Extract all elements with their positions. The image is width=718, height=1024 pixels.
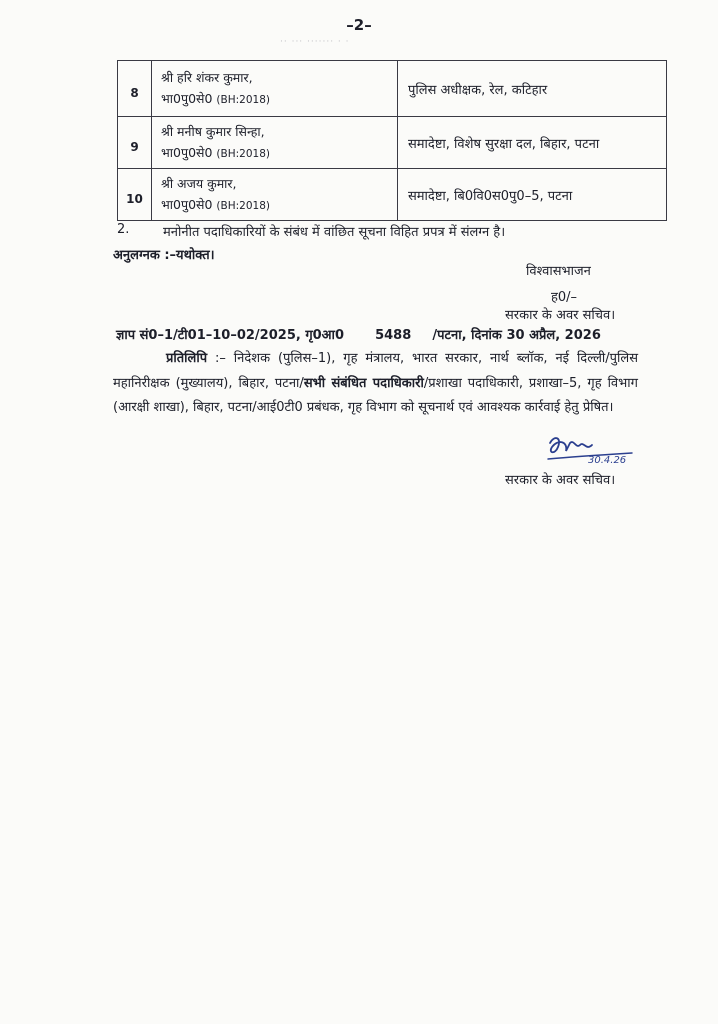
- table-row: [118, 61, 667, 117]
- copy-text-1: :– निदेशक (पुलिस–1), गृह मंत्रालय, भारत सरकार, नार्थ ब्लॉक, नई दिल्ली/पुलिस महानिरीक्षक (मुख्यालय), बिहार, पटना/: [113, 351, 638, 391]
- table-row: [118, 169, 667, 221]
- officer-name-cell: [152, 61, 398, 117]
- officers-table: [117, 60, 667, 221]
- row-number: 10: [118, 169, 152, 221]
- officer-name-cell: [152, 169, 398, 221]
- officer-name: श्री हरि शंकर कुमार,: [161, 70, 253, 85]
- officer-service: भा0पु0से0: [161, 197, 213, 212]
- officer-name: श्री अजय कुमार,: [161, 176, 237, 191]
- point-2-number: 2.: [117, 222, 130, 237]
- officer-name: श्री मनीष कुमार सिन्हा,: [161, 124, 265, 139]
- officer-name-cell: [152, 117, 398, 169]
- copy-bold-text: सभी संबंधित पदाधिकारी: [303, 375, 424, 391]
- memo-reference: [116, 325, 601, 343]
- signature-date: 30.4.26: [588, 455, 627, 466]
- officer-service: भा0पु0से0: [161, 145, 213, 160]
- row-number: 9: [118, 117, 152, 169]
- officer-post: समादेष्टा, विशेष सुरक्षा दल, बिहार, पटना: [398, 117, 667, 169]
- copy-label: प्रतिलिपि: [166, 351, 208, 366]
- enclosure-note: अनुलग्नक :–यथोक्त।: [113, 248, 215, 263]
- memo-date: 30 अप्रैल, 2026: [506, 328, 601, 343]
- officer-post: पुलिस अधीक्षक, रेल, कटिहार: [398, 61, 667, 117]
- closing-salutation: विश्वासभाजन: [526, 264, 591, 279]
- designation: सरकार के अवर सचिव।: [505, 308, 616, 323]
- copy-text-2: /प्रशाखा पदाधिकारी, प्रशाखा–5, गृह विभाग (आरक्षी शाखा), बिहार, पटना/आई0टी0 प्रबंधक, गृह विभाग को सूचनार्थ एवं आवश्यक कार्रवाई हेतु प्रेषित।: [113, 375, 638, 415]
- page-number: –2–: [346, 16, 372, 34]
- faint-stamp-mark: ·· ··· ······· · ·: [280, 37, 350, 47]
- designation-2: सरकार के अवर सचिव।: [505, 473, 616, 488]
- officer-post: समादेष्टा, बि0वि0स0पु0–5, पटना: [398, 169, 667, 221]
- memo-number: 5488: [375, 328, 412, 343]
- memo-suffix: /पटना, दिनांक: [432, 328, 502, 343]
- copy-distribution: [113, 347, 638, 421]
- officer-batch: (BH:2018): [216, 200, 270, 212]
- signed-mark: ह0/–: [551, 290, 578, 305]
- row-number: 8: [118, 61, 152, 117]
- officer-batch: (BH:2018): [216, 148, 270, 160]
- memo-prefix: ज्ञाप सं0–1/टी01–10–02/2025, गृ0आ0: [116, 328, 345, 343]
- point-2-text: मनोनीत पदाधिकारियों के संबंध में वांछित सूचना विहित प्रपत्र में संलग्न है।: [163, 225, 506, 240]
- table-row: [118, 117, 667, 169]
- officer-service: भा0पु0से0: [161, 91, 213, 106]
- officer-batch: (BH:2018): [216, 94, 270, 106]
